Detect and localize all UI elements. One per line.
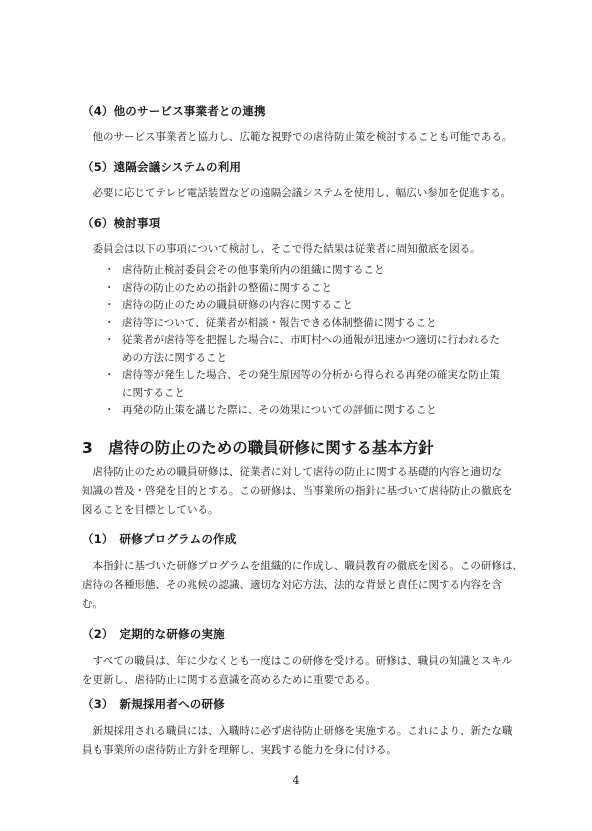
text-line: 委員会は以下の事項について検討し、そこで得た結果は従業者に周知徹底を図る。 xyxy=(82,243,481,255)
page-number: 4 xyxy=(292,774,300,787)
text-line: 員も事業所の虐待防止方針を理解し、実践する能力を身に付ける。 xyxy=(82,744,397,756)
text-line: すべての職員は、年に少なくとも一度はこの研修を受ける。研修は、職員の知識とスキル xyxy=(82,655,513,667)
paragraph-4 xyxy=(82,128,522,147)
text-line: 虐待の各種形態、その兆候の認識、適切な対応方法、法的な背景と責任に関する内容を含 xyxy=(82,579,502,591)
bullet-mark: ・ xyxy=(104,316,115,329)
paragraph-3-3 xyxy=(82,722,522,760)
list-item xyxy=(100,297,530,315)
list-item-text: 虐待の防止のための指針の整備に関すること xyxy=(122,281,332,294)
bullet-mark: ・ xyxy=(104,334,115,346)
subheading-3-3: （3） 新規採用者への研修 xyxy=(82,697,225,711)
list-item xyxy=(100,402,530,420)
text-line: 新規採用される職員には、入職時に必ず虐待防止研修を実施する。これにより、新たな職 xyxy=(82,725,513,737)
list-item xyxy=(100,332,530,367)
list-item-text: 虐待等が発生した場合、その発生原因等の分析から得られる再発の確実な防止策 xyxy=(122,369,500,381)
subheading-5: （5）遠隔会議システムの利用 xyxy=(82,160,242,174)
bullet-list xyxy=(100,262,530,420)
text-line: 図ることを目標としている。 xyxy=(82,504,219,516)
bullet-mark: ・ xyxy=(104,369,115,381)
section-heading-3: 3 虐待の防止のための職員研修に関する基本方針 xyxy=(82,439,434,457)
list-item-text: に関すること xyxy=(122,386,185,399)
list-item xyxy=(100,367,530,402)
paragraph-3-2 xyxy=(82,652,522,690)
text-line: 他のサービス事業者と協力し、広範な視野での虐待防止策を検討することも可能である。 xyxy=(82,131,513,143)
paragraph-3 xyxy=(82,463,522,520)
list-item-text: 従業者が虐待等を把握した場合に、市町村への通報が迅速かつ適切に行われるた xyxy=(122,334,500,346)
text-line: 本指針に基づいた研修プログラムを組織的に作成し、職員教育の徹底を図る。この研修は、 xyxy=(82,560,523,572)
paragraph-6-intro xyxy=(82,240,522,259)
bullet-mark: ・ xyxy=(104,281,115,294)
subheading-6: （6）検討事項 xyxy=(82,216,161,230)
list-item-text: 虐待の防止のための職員研修の内容に関すること xyxy=(122,299,353,311)
text-line: 虐待防止のための職員研修は、従業者に対して虐待の防止に関する基礎的内容と適切な xyxy=(82,466,502,478)
paragraph-5 xyxy=(82,184,522,203)
list-item-text: 虐待等について、従業者が相談・報告できる体制整備に関すること xyxy=(122,316,437,329)
text-line: 必要に応じてテレビ電話装置などの遠隔会議システムを使用し、幅広い参加を促進する。 xyxy=(82,187,512,199)
subheading-3-2: （2） 定期的な研修の実施 xyxy=(82,627,225,641)
list-item xyxy=(100,315,530,333)
bullet-mark: ・ xyxy=(104,299,115,311)
text-line: 知識の普及・啓発を目的とする。この研修は、当事業所の指針に基づいて虐待防止の徹底を xyxy=(82,485,513,497)
text-line: を更新し、虐待防止に関する意識を高めるために重要である。 xyxy=(82,674,376,686)
paragraph-3-1 xyxy=(82,557,522,614)
list-item xyxy=(100,262,530,280)
list-item-text: 再発の防止策を講じた際に、その効果についての評価に関すること xyxy=(122,404,437,416)
list-item-text: めの方法に関すること xyxy=(122,351,227,364)
list-item-text: 虐待防止検討委員会その他事業所内の組織に関すること xyxy=(122,264,385,276)
subheading-3-1: （1） 研修プログラムの作成 xyxy=(82,532,237,546)
list-item xyxy=(100,280,530,298)
bullet-mark: ・ xyxy=(104,404,115,416)
bullet-mark: ・ xyxy=(104,264,115,276)
subheading-4: （4）他のサービス事業者との連携 xyxy=(82,104,266,118)
text-line: む。 xyxy=(82,598,103,610)
